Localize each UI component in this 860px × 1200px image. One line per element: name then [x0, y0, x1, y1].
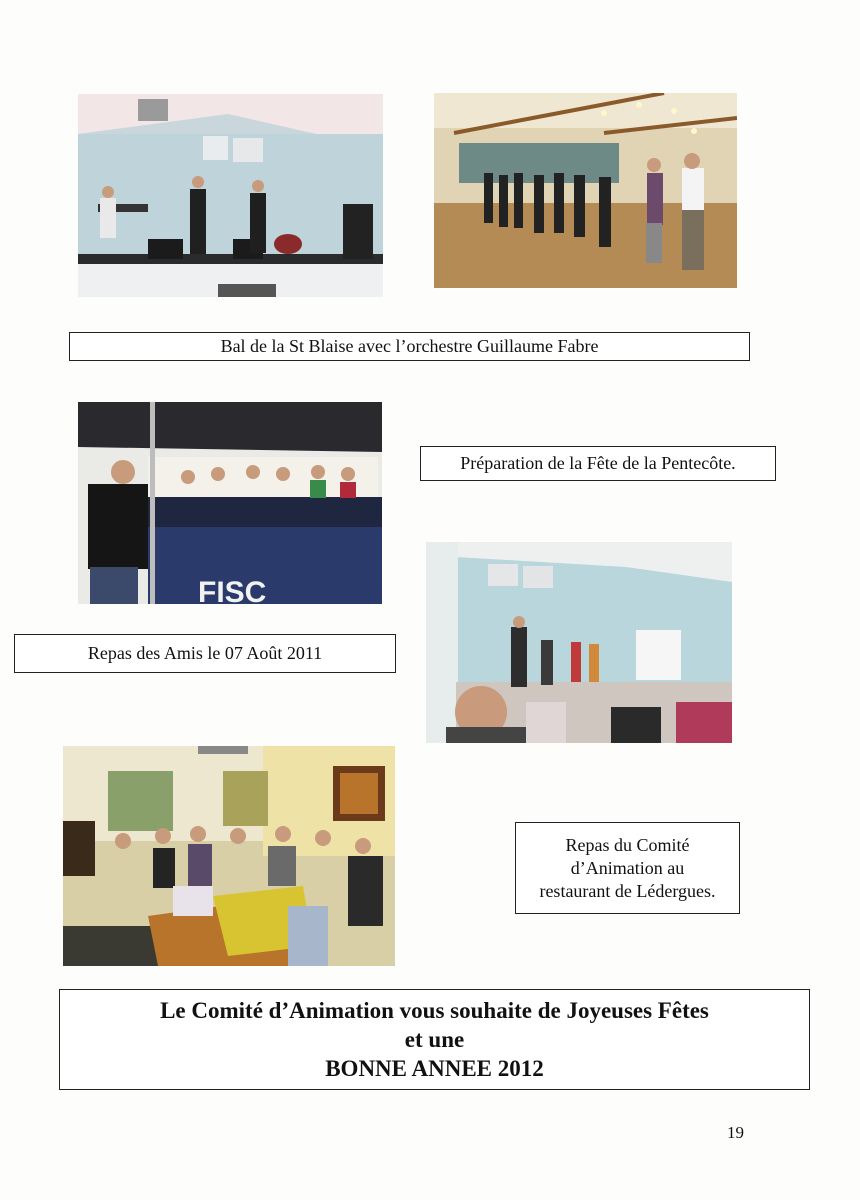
- caption-comite-line1: Repas du Comité: [565, 834, 690, 855]
- caption-preparation-text: Préparation de la Fête de la Pentecôte.: [460, 453, 736, 473]
- banner-line1: Le Comité d’Animation vous souhaite de Joyeuses Fêtes: [160, 998, 709, 1023]
- banner-line2: et une: [404, 1027, 465, 1052]
- greeting-banner: [59, 989, 810, 1090]
- photo-line-dance-hall: [434, 93, 737, 288]
- caption-bal-text: Bal de la St Blaise avec l’orchestre Guillaume Fabre: [220, 336, 599, 356]
- page-number: 19: [727, 1123, 744, 1142]
- banner-line3: BONNE ANNEE 2012: [325, 1056, 544, 1081]
- caption-repas-des-amis: [14, 634, 396, 673]
- caption-comite-line2: d’Animation au: [570, 857, 685, 878]
- photo-hall-meal-dance: [426, 542, 732, 743]
- caption-repas-amis-text: Repas des Amis le 07 Août 2011: [87, 643, 323, 663]
- caption-preparation-pentecote: [420, 446, 776, 481]
- svg-text:FISC: FISC: [198, 576, 267, 604]
- photo-orchestra-stage: [78, 94, 383, 297]
- photo-restaurant-meal: [63, 746, 395, 966]
- caption-bal-st-blaise: [69, 332, 750, 361]
- caption-comite-line3: restaurant de Lédergues.: [539, 880, 716, 901]
- caption-repas-du-comite: [515, 822, 740, 914]
- photo-tent-preparation: [78, 402, 382, 604]
